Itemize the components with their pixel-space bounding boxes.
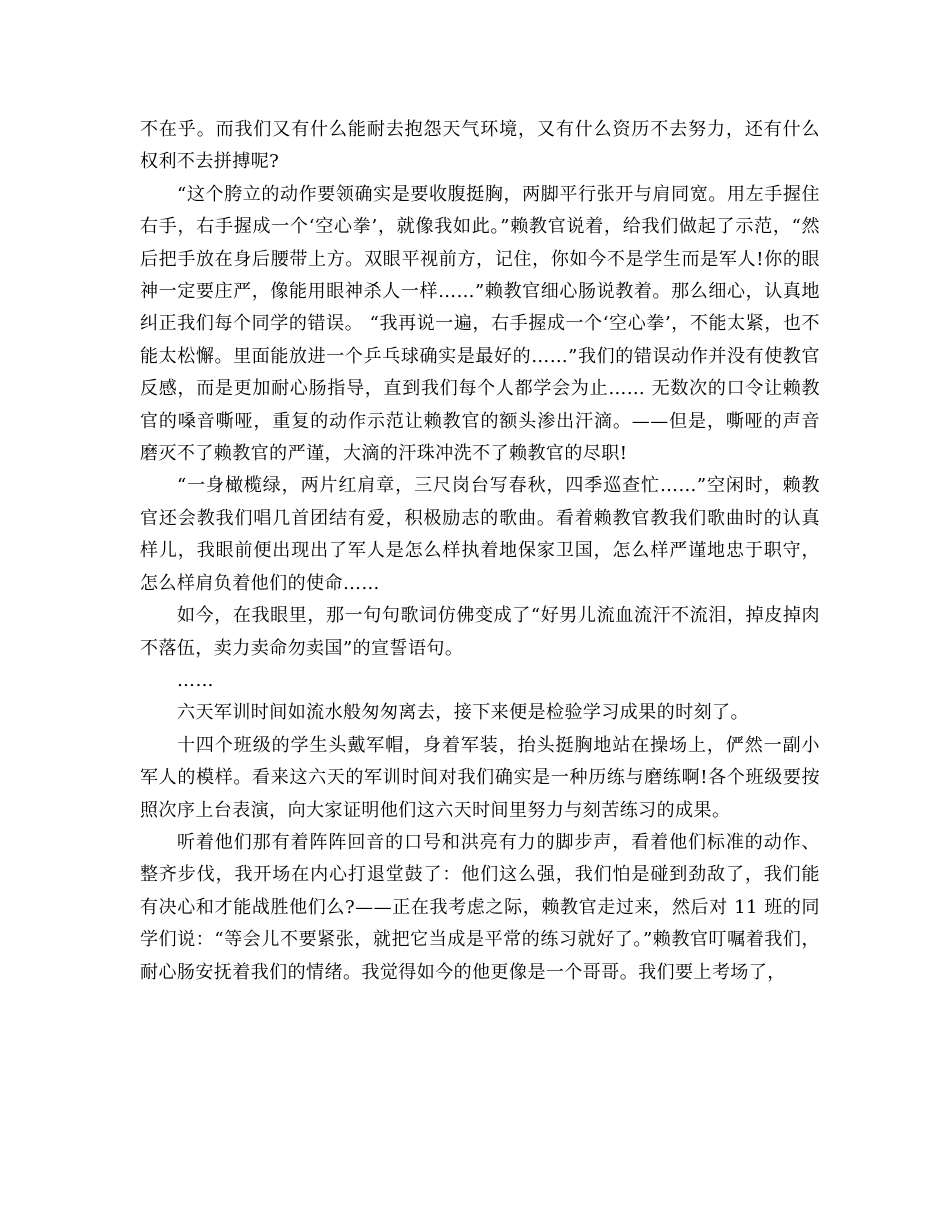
paragraph-3: “一身橄榄绿，两片红肩章，三尺岗台写春秋，四季巡查忙……”空闲时，赖教官还会教我们唱几首团结有爱，积极励志的歌曲。看着赖教官教我们歌曲时的认真样儿，我眼前便出现出了军人是怎么样执着地保家卫国，怎么样严谨地忠于职守，怎么样肩负着他们的使命…… <box>140 475 820 594</box>
paragraph-ellipsis: …… <box>177 669 214 691</box>
paragraph-4: 如今，在我眼里，那一句句歌词仿佛变成了“好男儿流血流汗不流泪，掉皮掉肉不落伍，卖力卖命勿卖国”的宣誓语句。 <box>140 605 820 659</box>
paragraph-2: “这个胯立的动作要领确实是要收腹挺胸，两脚平行张开与肩同宽。用左手握住右手，右手握成一个‘空心拳’，就像我如此。”赖教官说着，给我们做起了示范，“然后把手放在身后腰带上方。双眼平视前方，记住，你如今不是学生而是军人!你的眼神一定要庄严，像能用眼神杀人一样……”赖教官细心肠说教着。那么细心，认真地纠正我们每个同学的错误。 “我再说一遍，右手握成一个‘空心拳’，不能太紧，也不能太松懈。里面能放进一个乒乓球确实是最好的……”我们的错误动作并没有使教官反感，而是更加耐心肠指导，直到我们每个人都学会为止…… 无数次的口令让赖教官的嗓音嘶哑，重复的动作示范让赖教官的额头渗出汗滴。——但是，嘶哑的声音磨灭不了赖教官的严谨，大滴的汗珠冲洗不了赖教官的尽职! <box>140 183 820 465</box>
paragraph-7: 听着他们那有着阵阵回音的口号和洪亮有力的脚步声，看着他们标准的动作、整齐步伐，我开场在内心打退堂鼓了：他们这么强，我们怕是碰到劲敌了，我们能有决心和才能战胜他们么?——正在我考虑之际，赖教官走过来，然后对 11 班的同学们说：“等会儿不要紧张，就把它当成是平常的练习就好了。”赖教官叮嘱着我们，耐心肠安抚着我们的情绪。我觉得如今的他更像是一个哥哥。我们要上考场了， <box>140 831 820 983</box>
document-body <box>140 114 820 989</box>
paragraph-1: 不在乎。而我们又有什么能耐去抱怨天气环境，又有什么资历不去努力，还有什么权利不去拼搏呢? <box>140 119 820 173</box>
paragraph-5: 六天军训时间如流水般匆匆离去，接下来便是检验学习成果的时刻了。 <box>177 702 749 724</box>
paragraph-6: 十四个班级的学生头戴军帽，身着军装，抬头挺胸地站在操场上，俨然一副小军人的模样。看来这六天的军训时间对我们确实是一种历练与磨练啊!各个班级要按照次序上台表演，向大家证明他们这六天时间里努力与刻苦练习的成果。 <box>140 734 820 821</box>
